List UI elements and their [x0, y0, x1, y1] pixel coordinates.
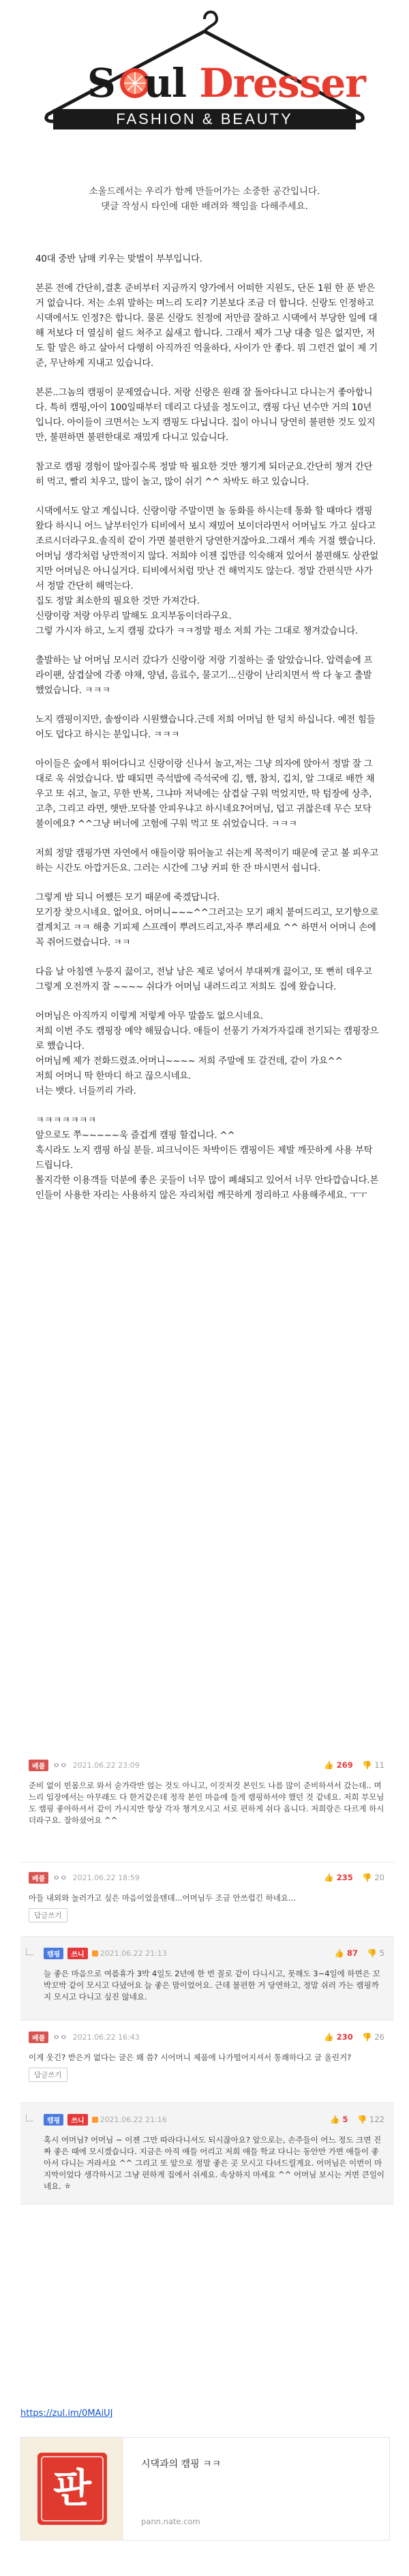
card-info — [123, 2438, 221, 2540]
comment-text: 준비 없이 빈몸으로 와서 숟가락만 얹는 것도 아니고, 이것저것 본인도 나름 많이 준비하셔서 갔는데.. 며느리 입장에서는 아무래도 다 한거같은데 정작 본인 마음에 들게 캠핑하셔야 했던 것 같네요. 저희 부모님도 캠핑 좋아하셔서 같이 가시지만 항상 각자 챙겨오시고 서로 편하게 쉬다 옵니다. 저희랑은 다르게 하시더라구요. 잘하셨어요 ^^ — [29, 1781, 384, 1825]
post-paragraph: 신랑이랑 저랑 아무리 말해도 요지부동이더라구요. — [35, 611, 232, 622]
reply-arrow-icon — [26, 1948, 33, 1955]
intro-line: 댓글 작성시 타인에 대한 배려와 책임을 다해주세요. — [101, 201, 308, 212]
post-paragraph: 저희 이번 주도 캠핑장 예약 해뒀습니다. 애들이 선풍기 가져가자길래 전기되는 캠핑장으로 했습니다. — [35, 1026, 379, 1052]
comment-votes — [330, 2115, 384, 2124]
card-thumb-label: 판 — [52, 2465, 92, 2511]
post-paragraph: 40대 중반 남매 키우는 맞벌이 부부입니다. — [35, 254, 202, 264]
post-paragraph: 몰지각한 이용객들 덕분에 좋은 곳들이 너무 많이 폐쇄되고 있어서 너무 안타깝습니다.본인들이 사용한 자리는 사용하지 않은 자리처럼 깨끗하게 정리하고 사용해주세요. ㅜㅜ — [35, 1176, 379, 1201]
card-host: pann.nate.com — [141, 2517, 200, 2526]
reply-button[interactable]: 답글쓰기 — [29, 2068, 67, 2082]
comment-item — [20, 2103, 394, 2205]
post-paragraph: 노지 캠핑이지만, 솔쌍이라 시원했습니다.근데 저희 어머님 한 덩치 하십니다. 예전 힘들어도 덥다고 하시는 분입니다. ㅋㅋㅋ — [35, 715, 376, 740]
writer-badge: 쓰니 — [67, 2114, 87, 2126]
post-paragraph: 시댁에서도 알고 계십니다. 신랑이랑 주말이면 놀 동화를 하시는데 통화 할 때마다 캠핑 왔다 하시니 어느 날부터인가 티비에서 보시 재밌어 보이더라면서 어머님도 가고 싶다고 조르시더라구요.솔직히 같이 가면 불편한거 당연한거잖아요.그래서 계속 거절 했습니다. 어머님 생각처럼 낭만적이지 않다. 저희야 이젠 집만큼 익숙해져 있어서 불편해도 상관없지만 어머님은 아니실거다. 티비에서처럼 맛난 건 해먹지도 않는다. 정말 간편식만 사가서 정말 간단히 해먹는다. — [35, 506, 379, 592]
post-paragraph: 저희 정말 캠핑가면 자연에서 애들이랑 뛰어놀고 쉬는게 목적이기 때문에 굳고 볼 피우고 하는 시간도 아깝거든요. 그러는 시간에 그냥 커피 한 잔 마시면서 쉽니다. — [35, 848, 379, 874]
upvote-button[interactable]: 👍 235 — [324, 1873, 353, 1882]
comment-votes — [324, 1873, 384, 1882]
post-paragraph: 본론 전에 간단히,결혼 준비부터 지금까지 양가에서 어떠한 지원도, 단돈 1원 한 푼 받은 거 없습니다. 저는 소위 말하는 며느리 도리? 기본보다 조금 더 합니다. 신랑도 인정하고 시댁에서도 인정?은 합니다. 물론 신랑도 친정에 저만큼 잘하고 시댁에서 부당한 일에 대해 저보다 더 열심히 쉴드 쳐주고 싫새고 합니다. 그래서 제가 그냥 대충 일은 없지만, 저도 할 말은 하고 살아서 다행히 아직까진 억울하다, 사이가 안 좋다. 뭐 그런건 없이 제 기준, 무난하게 지내고 있습니다. — [35, 283, 378, 369]
comment-text: 아들 내외와 놀러가고 싶은 마음이었을텐데...어머님두 조금 안쓰럽긴 하네요... — [29, 1893, 296, 1903]
post-body — [35, 252, 380, 1203]
post-paragraph: 어머님은 아직까지 이렇게 저렇게 아무 말씀도 없으시네요. — [35, 1011, 264, 1022]
comment-header — [29, 1757, 386, 1773]
card-thumbnail — [21, 2438, 123, 2540]
brand-tagline: FASHION & BEAUTY — [116, 110, 293, 127]
comment-header — [44, 2111, 386, 2128]
comment-header — [29, 1869, 386, 1886]
comment-list — [20, 1750, 394, 2205]
comment-date: 2021.06.22 16:43 — [72, 2032, 140, 2042]
post-paragraph: 너는 뱃다. 너들끼리 가라. — [35, 1086, 136, 1097]
comment-item — [20, 1750, 394, 1862]
best-badge: 베플 — [29, 2031, 48, 2043]
comment-user[interactable]: ㅇㅇ — [52, 1761, 67, 1770]
comment-header — [44, 1945, 386, 1961]
post-paragraph: 앞으로도 쭈~~~~~욱 즐겁게 캠핑 할겁니다. ^^ — [35, 1131, 235, 1141]
post-paragraph: 다음 날 아침엔 누룽지 끓이고, 전날 남은 제로 넣어서 부대찌개 끓이고, 또 뻔히 데우고 그렇게 오전까지 잘 ~~~~ 쉬다가 어머님 내려드리고 저희도 집에 왔습니다. — [35, 967, 372, 992]
post-paragraph: 아이들은 숲에서 뛰어다니고 신랑이랑 신나서 놀고,저는 그냥 의자에 앉아서 정말 잘 그대로 욱 쉬었습니다. 밥 때되면 즉석밥에 즉석국에 김, 햄, 참치, 깁치, 알 그대로 배깐 채우고 또 쉬고, 놀고, 무한 반복, 그냐마 저녁에는 삼겹살 구워 먹었지만, 딱 텀장에 상추, 고추, 그리고 라면, 햇반.모닥불 안피우냐고 하시네요?어머님, 덥고 귀찮은데 무슨 모닥불이에요? ^^그냥 버너에 고험에 구워 먹고 또 쉬었습니다. ㅋㅋㅋ — [35, 759, 375, 829]
comment-date: 2021.06.22 21:16 — [100, 2115, 167, 2124]
downvote-button[interactable]: 👎 11 — [362, 1760, 384, 1770]
card-title[interactable]: 시댁과의 캠핑 ㅋㅋ — [141, 2459, 222, 2470]
downvote-button[interactable]: 👎 20 — [362, 1873, 384, 1882]
downvote-button[interactable]: 👎 122 — [357, 2115, 384, 2124]
author-badge: 캠핑 — [44, 1948, 63, 1959]
comment-date: 2021.06.22 21:13 — [100, 1948, 167, 1958]
post-paragraph: 혹시라도 노지 캠핑 하실 분들. 피크닉이든 차박이든 캠핑이든 제발 깨끗하게 사용 부탁드립니다. — [35, 1146, 373, 1171]
comment-user[interactable]: ㅇㅇ — [52, 1873, 67, 1882]
comment-text: 늘 좋은 마음으로 여름휴가 3박 4일도 2년에 한 번 꼴로 같이 다니시고, 못해도 3~4일에 하면은 꼬박꼬박 같이 모시고 다녔어요 늘 좋은 맘이었어요. 근데 불편한 거 당연하고, 정말 쉬러 가는 캠핑까지 모시고 다니고 싶진 않네요. — [44, 1969, 380, 2002]
lock-icon — [92, 2117, 98, 2123]
writer-badge: 쓰니 — [67, 1948, 87, 1959]
upvote-button[interactable]: 👍 87 — [334, 1948, 359, 1958]
post-paragraph: 어머님께 제가 전화드렸죠.어머니~~~~ 저희 주말에 또 갈건데, 같이 가요^^ — [35, 1056, 343, 1067]
comment-votes — [324, 2032, 384, 2042]
comment-item — [20, 1862, 394, 1937]
brand-banner — [0, 0, 409, 184]
post-paragraph: 본론..그놈의 캠핑이 문제였습니다. 저랑 신랑은 원래 잘 돌아다니고 다니는거 좋아합니다. 특히 캠핑,아이 100일때부터 데리고 다녔을 정도이고, 캠핑 다닌 년수만 거의 10년입니다. 아이들이 크면서는 노지 캠핑도 다닙니다. 집이 아니니 당연히 불편한 것도 있지만, 불편하면 불편한대로 재밌게 다니고 있습니다. — [35, 388, 376, 443]
upvote-button[interactable]: 👍 230 — [324, 2032, 353, 2042]
post-paragraph: 모기장 찾으시네요. 없어요. 어머니~~~^^그러고는 모기 패치 붙여드리고, 모기향으로 결계치고 ㅋㅋ 해충 기피제 스프레이 뿌려드리고,자주 뿌리세요 ^^ 하면서 어머니 손에 꼭 쥐어드렸습니다. ㅋㅋ — [35, 908, 379, 948]
post-paragraph: 출발하는 날 어머님 모시러 갔다가 신랑이랑 저랑 기절하는 줄 알았습니다. 압력솥에 프라이팬, 삼겹살에 각종 야채, 양념, 음료수, 물고기...신랑이 난리치면서 싹 다 놓고 출발했었습니다. ㅋㅋㅋ — [35, 656, 373, 696]
reply-arrow-icon — [26, 2114, 33, 2121]
intro-line: 소울드레서는 우리가 함께 만들어가는 소중한 공간입니다. — [89, 186, 320, 197]
downvote-button[interactable]: 👎 26 — [362, 2032, 384, 2042]
best-badge: 베플 — [29, 1872, 48, 1884]
downvote-button[interactable]: 👎 5 — [367, 1948, 384, 1958]
comment-date: 2021.06.22 18:59 — [72, 1873, 140, 1882]
comment-item — [20, 1937, 394, 2021]
comment-user[interactable]: ㅇㅇ — [52, 2033, 67, 2042]
upvote-button[interactable]: 👍 269 — [324, 1760, 353, 1770]
brand-name: S ul Dresser — [87, 60, 365, 106]
comment-date: 2021.06.22 23:09 — [72, 1760, 140, 1770]
post-paragraph: 집도 정말 최소한의 필요한 것만 가져간다. — [35, 596, 200, 607]
post-paragraph: ㅋㅋㅋㅋㅋㅋㅋ — [35, 1116, 97, 1126]
comment-text: 혹시 어머님? 어머님 ~ 이젠 그만 따라다니셔도 되시잖아요? 앞으로는, 손주들이 어느 정도 크면 진짜 좋은 때에 모시겠습니다. 지금은 아직 애들 어리고 저희 애들 학교 다니는 동안만 가면 애들이 좋아서 다니는 거라서요 ^^ 그리고 또 앞으로 정말 좋은 곳 모시고 다녀드릴게요. 어머님은 이번이 마지막이었다 생각하시고 그냥 편하게 집에서 쉬세요. 속상하지 마세요 ^^ 어머님 보시는 거면 큰일이네요. ㅎ — [44, 2135, 385, 2191]
post-paragraph: 그렇 가시자 하고, 노지 캠핑 갔다가 ㅋㅋ정말 평소 저희 가는 그대로 챙겨갔습니다. — [35, 626, 358, 637]
reply-button[interactable]: 답글쓰기 — [29, 1908, 67, 1922]
upvote-button[interactable]: 👍 5 — [330, 2115, 348, 2124]
post-paragraph: 그렇게 밤 되니 어쨌든 모기 때문에 죽겠답니다. — [35, 893, 220, 903]
intro-notice — [27, 184, 382, 214]
best-badge: 베플 — [29, 1760, 48, 1771]
source-link[interactable]: https://zul.im/0MAiUJ — [20, 2408, 113, 2419]
post-paragraph: 저희 어머니 딱 한마디 하고 끊으시네요. — [35, 1071, 192, 1082]
author-badge: 캠핑 — [44, 2114, 63, 2126]
comment-votes — [335, 1948, 384, 1958]
comment-votes — [324, 1760, 384, 1770]
comment-text: 이게 웃긴? 받은거 없다는 글은 왜 씀? 시어머니 제품에 나가떨어지셔서 통쾌하다고 글 올린거? — [29, 2053, 352, 2062]
comment-header — [29, 2029, 386, 2045]
lock-icon — [92, 1950, 98, 1957]
comment-item — [20, 2021, 394, 2103]
post-paragraph: 참고로 캠핑 경험이 많아질수록 정말 딱 필요한 것만 챙기게 되더군요.간단히 챙겨 간단히 먹고, 빨리 치우고, 많이 놀고, 많이 쉬기 ^^ 차박도 하고 있습니다. — [35, 462, 373, 487]
link-preview-card[interactable] — [20, 2437, 390, 2541]
